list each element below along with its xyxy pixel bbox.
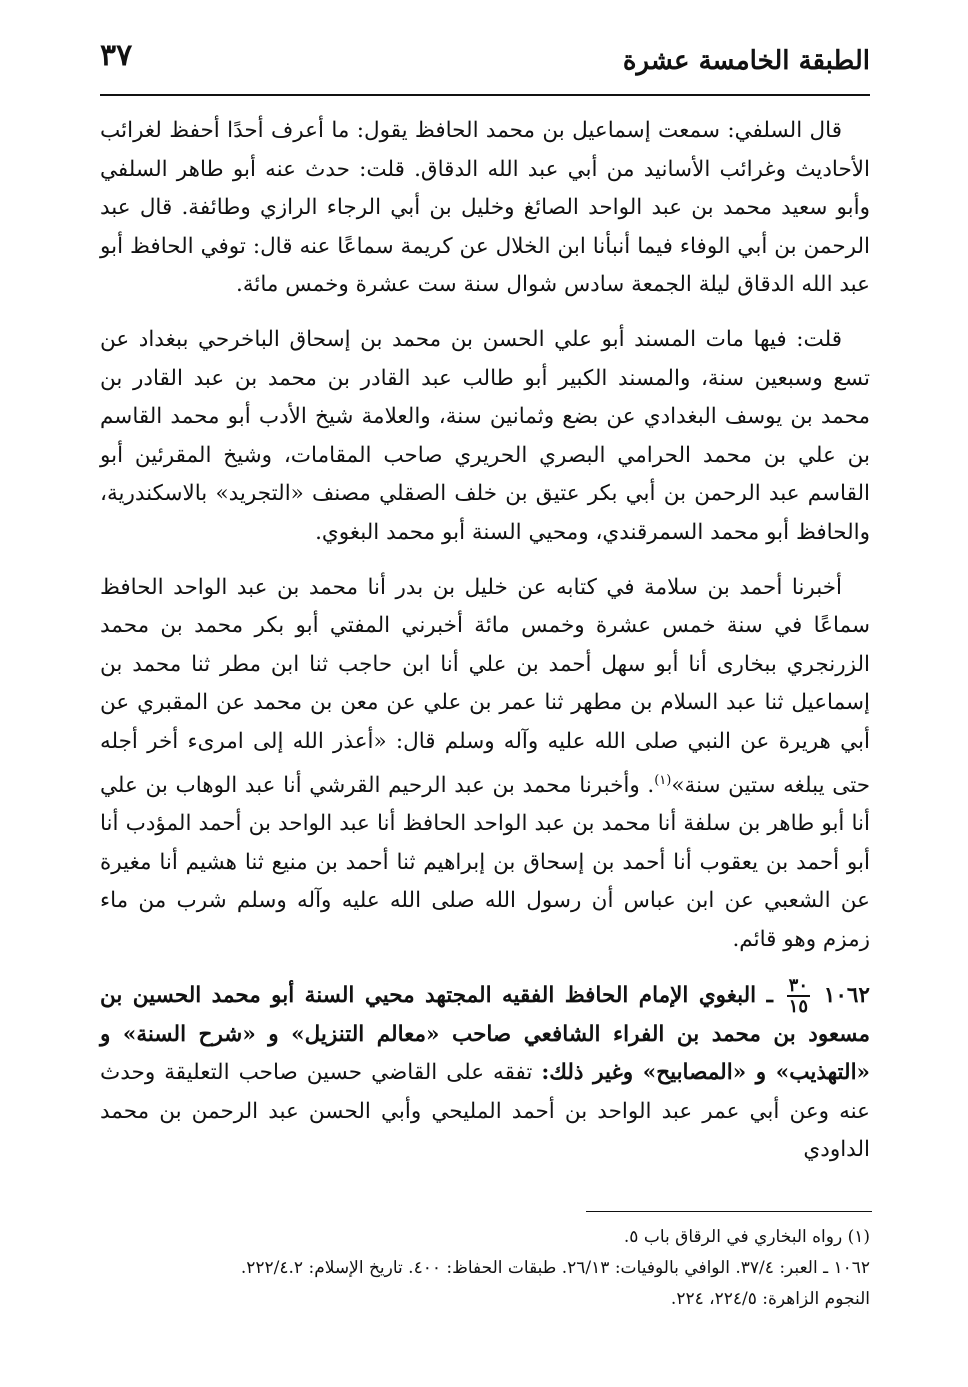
entry-heading: ـ البغوي الإمام الحافظ الفقيه المجتهد محيي السنة أبو محمد الحسين بن مسعود بن محمد بن الفراء الشافعي صاحب «معالم التنزيل» و «شرح السنة» و «التهذيب» و «المصابيح» وغير ذلك:	[100, 982, 870, 1086]
footnote-3: النجوم الزاهرة: ٢٢٤/٥، ٢٢٤.	[670, 1289, 870, 1309]
paragraph-3-text: أخبرنا أحمد بن سلامة في كتابه عن خليل بن بدر أنا محمد بن عبد الواحد الحافظ سماعًا في سنة خمس عشرة وخمس مائة أخبرني المفتي أبو بكر محمد بن محمد الزرنجري ببخارى أنا أبو سهل أحمد بن علي أنا ابن حاجب ثنا ابن مطر ثنا محمد بن إسماعيل ثنا عبد السلام بن مطهر ثنا عمر بن علي عن معن بن محمد عن المقبري عن أبي هريرة عن النبي صلى الله عليه وآله وسلم قال: «أعذر الله إلى امرىء أخر أجله حتى يبلغه ستين سنة»	[100, 574, 870, 798]
paragraph-1: قال السلفي: سمعت إسماعيل بن محمد الحافظ يقول: ما أعرف أحدًا أحفظ لغرائب الأحاديث وغرائب الأسانيد من أبي عبد الله الدقاق. قلت: حدث عنه أبو طاهر السلفي وأبو سعيد محمد بن عبد الواحد الصائغ وخليل بن أبي الرجاء الرازي وطائفة. قال عبد الرحمن بن أبي الوفاء فيما أنبأنا ابن الخلال عن كريمة سماعًا عنه قال: توفي الحافظ أبو عبد الله الدقاق ليلة الجمعة سادس شوال سنة ست عشرة وخمس مائة.	[100, 118, 870, 298]
footnote-divider	[586, 1211, 872, 1212]
paragraph-2: قلت: فيها مات المسند أبو علي الحسن بن محمد بن إسحاق الباخرحي ببغداد عن تسع وسبعين سنة، والمسند الكبير أبو طالب عبد القادر بن محمد بن عبد القادر بن محمد بن يوسف البغدادي عن بضع وثمانين سنة، والعلامة شيخ الأدب أبو محمد القاسم بن علي بن محمد الحرامي البصري الحريري صاحب المقامات، وشيخ المقرئين أبو القاسم عبد الرحمن بن أبي بكر عتيق بن خلف الصقلي مصنف «التجريد» بالاسكندرية، والحافظ أبو محمد السمرقندي، ومحيي السنة أبو محمد البغوي.	[100, 326, 870, 545]
footnote-1: (١) رواه البخاري في الرقاق باب ٥.	[623, 1227, 870, 1247]
fraction-top: ٣٠	[788, 974, 808, 996]
fraction-bottom: ١٥	[788, 995, 808, 1017]
biography-entry	[100, 976, 870, 1170]
footnote-2: ١٠٦٢ ـ العبر: ٣٧/٤. الوافي بالوفيات: ٢٦/١٣. طبقات الحفاظ: ٤٠٠. تاريخ الإسلام: ٢٢٢/٤.٢.	[240, 1258, 870, 1278]
running-title: الطبقة الخامسة عشرة	[622, 46, 870, 76]
entry-fraction	[787, 976, 810, 1016]
main-text	[100, 112, 870, 1170]
page-header	[100, 38, 870, 96]
footnotes	[100, 1222, 870, 1315]
footnote-reference[interactable]: (١)	[654, 772, 672, 788]
page-number: ٣٧	[100, 38, 133, 73]
paragraph-3	[100, 569, 870, 960]
entry-number: ١٠٦٢	[823, 982, 870, 1008]
paragraph-3-tail: . وأخبرنا محمد بن عبد الرحيم القرشي أنا عبد الوهاب بن علي أنا أبو طاهر بن سلفة أنا محمد بن عبد الواحد الحافظ أنا عبد الواحد بن أحمد المؤدب أنا أبو أحمد بن يعقوب أنا أحمد بن إسحاق بن إبراهيم ثنا أحمد بن منيع ثنا هشيم أنا مغيرة عن الشعبي عن ابن عباس أن رسول الله صلى الله عليه وآله وسلم شرب من ماء زمزم وهو قائم.	[100, 772, 870, 953]
entry-text: تفقه على القاضي حسين صاحب التعليقة وحدث عنه وعن أبي عمر عبد الواحد بن أحمد المليحي وأبي الحسن عبد الرحمن بن محمد الداودي	[100, 1060, 870, 1163]
